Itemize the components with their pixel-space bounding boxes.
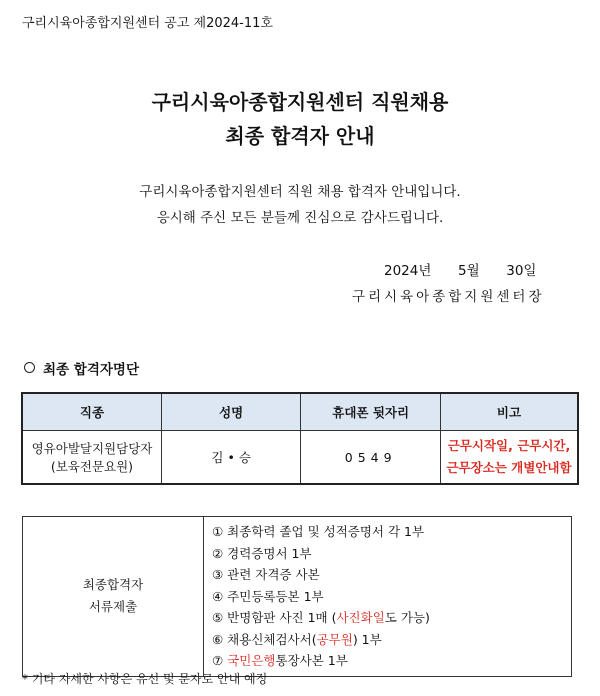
- cell-phone: 0549: [301, 431, 441, 485]
- intro-text-2: 응시해 주신 모든 분들께 진심으로 감사드립니다.: [156, 210, 444, 226]
- table-header-row: [22, 393, 578, 431]
- list-item: ① 최종학력 졸업 및 성적증명서 각 1부: [212, 524, 425, 539]
- page-title: 구리시육아종합지원센터 직원채용: [151, 90, 449, 114]
- note-line-2: 근무장소는 개별안내함: [446, 460, 572, 475]
- list-item: ⑤ 반명함판 사진 1매 (사진화일도 가능): [212, 610, 430, 625]
- list-item: ② 경력증명서 1부: [212, 545, 312, 561]
- list-item: ④ 주민등록등본 1부: [212, 588, 324, 604]
- successful-candidates-table: [21, 392, 579, 485]
- intro-text-1: 구리시육아종합지원센터 직원 채용 합격자 안내입니다.: [139, 184, 461, 200]
- list-item: ⑦ 국민은행통장사본 1부: [212, 653, 348, 668]
- cell-name: 김 • 승: [161, 431, 300, 485]
- job-subtitle: (보육전문요원): [50, 459, 134, 474]
- documents-list: [204, 517, 572, 677]
- documents-table: [22, 516, 572, 677]
- date-day: 30일: [506, 263, 537, 279]
- note-line-1: 근무시작일, 근무시간,: [447, 438, 571, 453]
- section-heading: [24, 358, 139, 378]
- documents-row: [23, 517, 572, 677]
- date-month: 5월: [458, 263, 480, 279]
- list-item: ③ 관련 자격증 사본: [212, 567, 320, 582]
- job-title: 영유아발달지원담당자: [31, 441, 153, 456]
- cell-note: [441, 431, 579, 485]
- page-subtitle: 최종 합격자 안내: [225, 124, 375, 148]
- header-phone: 휴대폰 뒷자리: [301, 393, 441, 431]
- section-title: 최종 합격자명단: [43, 362, 139, 378]
- date-year: 2024년: [384, 263, 432, 279]
- list-item: ⑥ 채용신체검사서(공무원) 1부: [212, 631, 382, 647]
- table-row: [22, 431, 578, 485]
- announcement-date: [384, 259, 536, 279]
- header-job: 직종: [22, 393, 161, 431]
- footnote: * 기타 자세한 사항은 유선 및 문자로 안내 예정: [22, 672, 268, 686]
- header-note: 비고: [441, 393, 579, 431]
- circle-bullet-icon: [24, 362, 35, 373]
- documents-label: 최종합격자 서류제출: [23, 517, 204, 677]
- header-name: 성명: [161, 393, 300, 431]
- notice-number: 구리시육아종합지원센터 공고 제2024-11호: [22, 16, 273, 31]
- organization-signature: 구리시육아종합지원센터장: [352, 289, 545, 305]
- cell-job: [22, 431, 161, 485]
